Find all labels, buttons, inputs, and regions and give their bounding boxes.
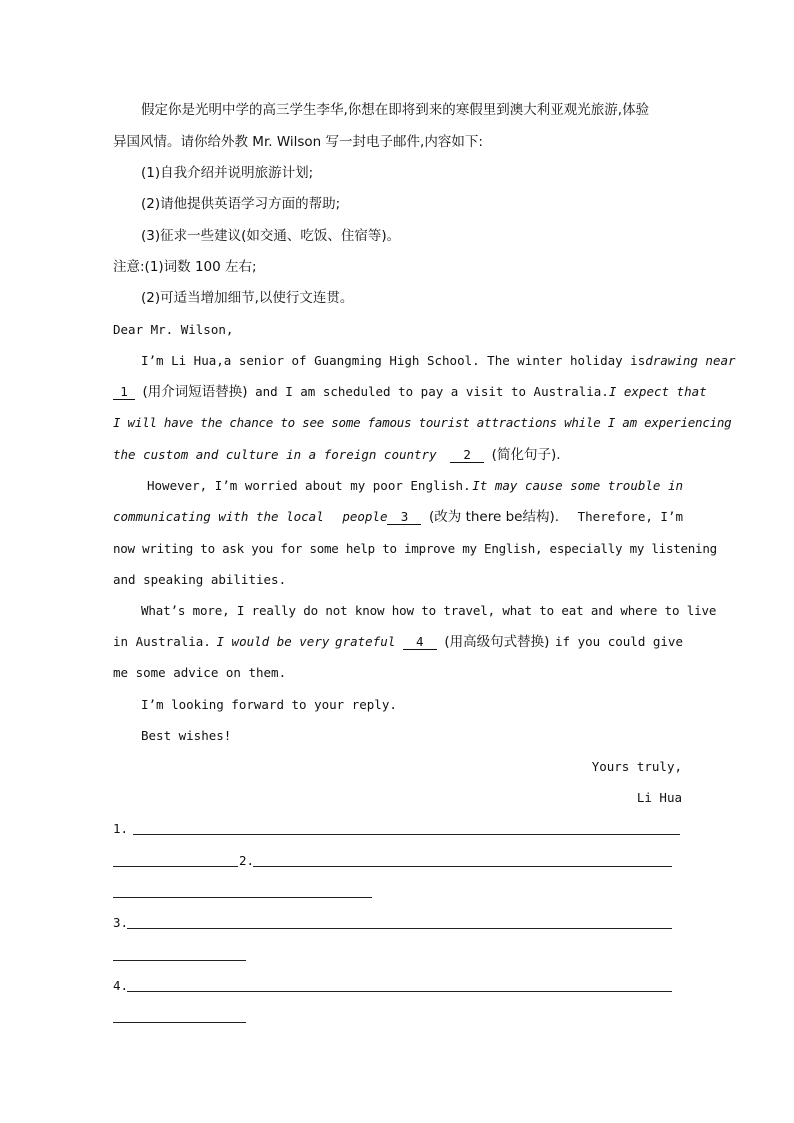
letter-p3-line3: me some advice on them. bbox=[113, 665, 287, 680]
hint-2: (简化句子). bbox=[491, 447, 561, 463]
instruction-point-3: (3)征求一些建议(如交通、吃饭、住宿等)。 bbox=[141, 228, 401, 244]
letter-phrase-custom: the custom and culture in a foreign country bbox=[113, 447, 437, 462]
blank-2: 2 bbox=[450, 448, 484, 463]
letter-signature: Li Hua bbox=[636, 790, 682, 805]
instruction-note-1: 注意:(1)词数 100 左右; bbox=[113, 259, 257, 275]
answer-line-1-cont[interactable] bbox=[113, 866, 238, 867]
letter-p5: Best wishes! bbox=[141, 728, 232, 743]
instruction-intro-line2: 异国风情。请你给外教 Mr. Wilson 写一封电子邮件,内容如下: bbox=[113, 134, 483, 150]
answer-line-3-cont[interactable] bbox=[113, 960, 246, 961]
letter-salutation: Dear Mr. Wilson, bbox=[113, 322, 234, 337]
answer-line-4[interactable] bbox=[127, 991, 672, 992]
answer-line-3[interactable] bbox=[127, 928, 672, 929]
answer-number-4: 4. bbox=[113, 978, 129, 993]
letter-text: I’m Li Hua,a senior of Guangming High School. The winter holiday is bbox=[141, 353, 646, 368]
letter-p2-line2 bbox=[113, 508, 683, 526]
blank-4: 4 bbox=[403, 635, 437, 650]
letter-p2-line3: now writing to ask you for some help to improve my English, especially my listening bbox=[113, 541, 717, 556]
answer-number-1: 1. bbox=[113, 821, 129, 836]
letter-p1-line1 bbox=[141, 352, 736, 370]
letter-p3-line2 bbox=[113, 633, 683, 651]
letter-phrase-grateful: grateful bbox=[335, 634, 396, 649]
letter-text: However, I’m worried about my poor English. bbox=[147, 478, 471, 493]
letter-text: and I am scheduled to pay a visit to Australia. bbox=[255, 384, 609, 399]
letter-p3-line1: What’s more, I really do not know how to travel, what to eat and where to live bbox=[141, 603, 717, 618]
letter-p1-line4 bbox=[113, 446, 683, 464]
hint-3: (改为 there be结构). bbox=[429, 509, 560, 525]
answer-line-2[interactable] bbox=[253, 866, 672, 867]
letter-phrase-would-be: I would be very bbox=[216, 634, 330, 649]
answer-number-3: 3. bbox=[113, 915, 129, 930]
letter-phrase-trouble: It may cause some trouble in bbox=[472, 478, 683, 493]
instruction-note-2: (2)可适当增加细节,以使行文连贯。 bbox=[141, 290, 354, 306]
letter-p4: I’m looking forward to your reply. bbox=[141, 697, 397, 712]
letter-phrase-drawing-near: drawing near bbox=[645, 353, 736, 368]
letter-p1-line2 bbox=[113, 383, 707, 401]
letter-closing: Yours truly, bbox=[591, 759, 682, 774]
letter-text: Therefore, I’m bbox=[577, 509, 683, 524]
letter-p2-line4: and speaking abilities. bbox=[113, 572, 287, 587]
blank-3: 3 bbox=[387, 510, 421, 525]
letter-phrase-communicating: communicating with the local bbox=[113, 509, 324, 524]
blank-1: 1 bbox=[113, 385, 135, 400]
instruction-point-1: (1)自我介绍并说明旅游计划; bbox=[141, 165, 314, 181]
hint-4: (用高级句式替换) bbox=[444, 634, 550, 650]
hint-1: (用介词短语替换) bbox=[142, 384, 248, 400]
answer-line-4-cont[interactable] bbox=[113, 1022, 246, 1023]
letter-p1-line3: I will have the chance to see some famous tourist attractions while I am experiencing bbox=[113, 415, 732, 430]
instruction-intro-line1: 假定你是光明中学的高三学生李华,你想在即将到来的寒假里到澳大利亚观光旅游,体验 bbox=[141, 102, 650, 118]
letter-text: if you could give bbox=[555, 634, 683, 649]
answer-line-2-cont[interactable] bbox=[113, 897, 372, 898]
letter-p2-line1 bbox=[147, 477, 683, 495]
letter-phrase-i-expect: I expect that bbox=[608, 384, 707, 399]
letter-phrase-people: people bbox=[342, 509, 388, 524]
instruction-point-2: (2)请他提供英语学习方面的帮助; bbox=[141, 196, 341, 212]
answer-number-2: 2. bbox=[239, 853, 255, 868]
letter-text: in Australia. bbox=[113, 634, 211, 649]
answer-line-1[interactable] bbox=[133, 834, 680, 835]
